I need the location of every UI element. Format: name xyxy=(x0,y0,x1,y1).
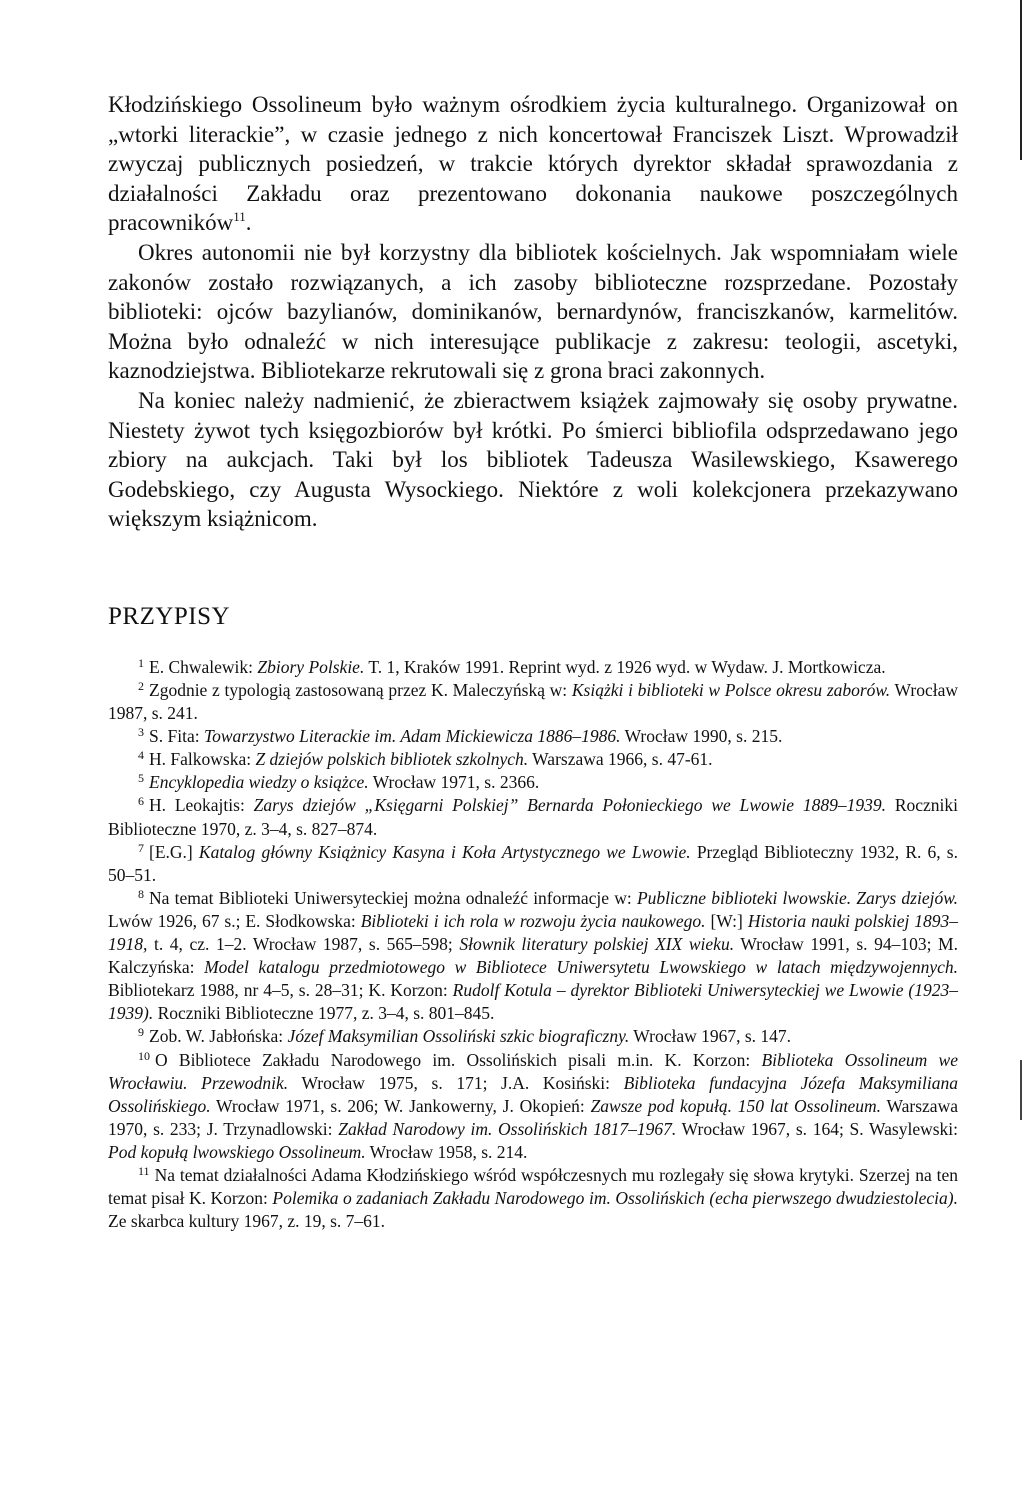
paragraph-3: Na koniec należy nadmienić, że zbieractwem książek zajmowały się osoby prywatne. Niestety żywot tych księgozbiorów był krótki. Po śmierci bibliofila odsprzedawano jego zbiory na aukcjach. Taki był los bibliotek Tadeusza Wasilewskiego, Ksawerego Godebskiego, czy Augusta Wysockiego. Niektóre z woli kolekcjonera przekazywano większym książnicom. xyxy=(108,387,958,532)
footnote-9 xyxy=(108,1025,958,1048)
footnote-title: Pod kopułą lwowskiego Ossolineum. xyxy=(108,1141,366,1162)
footnote-text: Wrocław 1958, s. 214. xyxy=(365,1141,528,1162)
footnote-text: Wrocław 1991, s. 94–103; M. Kalczyńska: xyxy=(108,934,958,978)
footnote-title: Z dziejów polskich bibliotek szkolnych. xyxy=(255,749,529,770)
footnote-title: Historia nauki polskiej 1893–1918, xyxy=(108,910,959,955)
footnote-text: Wrocław 1971, s. 206; W. Jankowerny, J. Okopień: xyxy=(210,1095,591,1116)
footnote-title: Biblioteki i ich rola w rozwoju życia naukowego. xyxy=(360,910,706,931)
footnote-text: E. Chwalewik: xyxy=(149,656,258,677)
footnote-8 xyxy=(108,887,958,1026)
footnote-text: t. 4, cz. 1–2. Wrocław 1987, s. 565–598; xyxy=(147,934,460,955)
scan-edge-mark-lower xyxy=(1020,1060,1022,1120)
footnotes-list xyxy=(108,656,958,1233)
section-heading-przypisy: PRZYPISY xyxy=(108,602,231,630)
scan-edge-mark xyxy=(1020,0,1022,160)
footnote-title: Józef Maksymilian Ossoliński szkic biograficzny. xyxy=(287,1026,630,1047)
footnote-title: Zawsze pod kopułą. 150 lat Ossolineum. xyxy=(590,1095,882,1116)
footnote-title: Zakład Narodowy im. Ossolińskich 1817–1967. xyxy=(338,1118,677,1139)
footnote-3 xyxy=(108,725,958,748)
footnote-title: Towarzystwo Literackie im. Adam Mickiewicza 1886–1986. xyxy=(203,726,621,747)
footnote-2 xyxy=(108,679,958,725)
footnote-text: Przegląd Biblioteczny 1932, R. 6, s. 50–51. xyxy=(108,841,958,885)
footnote-title: Publiczne biblioteki lwowskie. Zarys dziejów. xyxy=(636,887,958,908)
footnote-text: Roczniki Biblioteczne 1970, z. 3–4, s. 827–874. xyxy=(108,795,959,839)
footnote-text: Warszawa 1966, s. 47-61. xyxy=(528,749,713,770)
footnote-number: 11 xyxy=(138,1163,150,1178)
footnote-text: O Bibliotece Zakładu Narodowego im. Ossolińskich pisali m.in. K. Korzon: xyxy=(155,1049,762,1070)
footnote-number: 7 xyxy=(138,840,144,855)
footnote-title: Biblioteka fundacyjna Józefa Maksymiliana Ossolińskiego. xyxy=(108,1072,958,1116)
paragraph-1 xyxy=(108,90,958,238)
footnote-text: Roczniki Biblioteczne 1977, z. 3–4, s. 801–845. xyxy=(153,1003,495,1024)
footnote-number: 10 xyxy=(138,1048,150,1063)
footnote-text: T. 1, Kraków 1991. Reprint wyd. z 1926 wyd. w Wydaw. J. Mortkowicza. xyxy=(364,656,886,677)
footnote-text: Wrocław 1967, s. 164; S. Wasylewski: xyxy=(676,1118,959,1139)
footnote-4 xyxy=(108,748,958,771)
footnote-number: 1 xyxy=(138,655,144,670)
footnote-title: Encyklopedia wiedzy o książce. xyxy=(149,772,369,793)
main-text xyxy=(108,90,958,534)
footnote-title: Model katalogu przedmiotowego w Bibliotece Uniwersytetu Lwowskiego w latach międzywojennych. xyxy=(204,957,958,978)
footnote-5 xyxy=(108,771,958,794)
footnote-title: Katalog główny Książnicy Kasyna i Koła Artystycznego we Lwowie. xyxy=(198,841,691,862)
footnote-title: Rudolf Kotula – dyrektor Biblioteki Uniwersyteckiej we Lwowie (1923–1939). xyxy=(108,980,959,1024)
page-content xyxy=(108,90,958,1233)
footnote-text: Bibliotekarz 1988, nr 4–5, s. 28–31; K. Korzon: xyxy=(108,980,453,1001)
footnote-title: Biblioteka Ossolineum we Wrocławiu. Przewodnik. xyxy=(108,1049,958,1093)
footnote-text: Wrocław 1990, s. 215. xyxy=(620,726,783,747)
footnote-6 xyxy=(108,794,958,840)
footnote-text: Ze skarbca kultury 1967, z. 19, s. 7–61. xyxy=(108,1211,386,1232)
footnote-number: 8 xyxy=(138,886,144,901)
footnote-text: [W:] xyxy=(705,910,748,931)
footnote-text: Zgodnie z typologią zastosowaną przez K. Maleczyńską w: xyxy=(149,680,572,700)
footnote-text: Na temat Biblioteki Uniwersyteckiej można odnaleźć informacje w: xyxy=(149,887,637,908)
footnote-text: Warszawa 1970, s. 233; J. Trzynadlowski: xyxy=(108,1095,958,1139)
footnote-10 xyxy=(108,1049,958,1164)
footnote-title: Książki i biblioteki w Polsce okresu zaborów. xyxy=(571,680,891,700)
footnote-number: 9 xyxy=(138,1025,144,1040)
footnote-text: Wrocław 1967, s. 147. xyxy=(629,1026,792,1047)
footnote-title: Zbiory Polskie. xyxy=(257,656,365,677)
footnote-1 xyxy=(108,656,958,679)
footnote-11 xyxy=(108,1164,958,1233)
footnote-text: Na temat działalności Adama Kłodzińskiego wśród współczesnych mu rozlegały się słowa krytyki. Szerzej na ten temat pisał K. Korzon: xyxy=(108,1164,958,1209)
footnote-7 xyxy=(108,841,958,887)
footnote-text: Wrocław 1987, s. 241. xyxy=(108,680,958,724)
footnote-text: Wrocław 1971, s. 2366. xyxy=(368,772,540,793)
footnote-number: 3 xyxy=(138,725,144,740)
footnote-text: Lwów 1926, 67 s.; E. Słodkowska: xyxy=(108,910,361,931)
footnote-number: 6 xyxy=(138,794,144,809)
footnote-text: [E.G.] xyxy=(149,841,199,862)
footnote-text: H. Leokajtis: xyxy=(149,795,254,816)
paragraph-1-end: . xyxy=(245,210,252,236)
footnote-text: Zob. W. Jabłońska: xyxy=(149,1026,288,1047)
footnote-text: Wrocław 1975, s. 171; J.A. Kosiński: xyxy=(288,1072,624,1093)
footnote-text: S. Fita: xyxy=(149,726,204,747)
footnote-title: Zarys dziejów „Księgarni Polskiej” Bernarda Połonieckiego we Lwowie 1889–1939. xyxy=(253,795,886,816)
footnote-ref-11: 11 xyxy=(233,209,246,225)
footnote-number: 4 xyxy=(138,748,144,763)
footnote-text: H. Falkowska: xyxy=(149,749,256,770)
footnote-title: Polemika o zadaniach Zakładu Narodowego im. Ossolińskich (echa pierwszego dwudziestolecia). xyxy=(272,1188,958,1209)
footnote-title: Słownik literatury polskiej XIX wieku. xyxy=(459,934,735,955)
paragraph-1-text: Kłodzińskiego Ossolineum było ważnym ośrodkiem życia kulturalnego. Organizował on „wtorki literackie”, w czasie jednego z nich koncertował Franciszek Liszt. Wprowadził zwyczaj publicznych posiedzeń, w trakcie których dyrektor składał sprawozdania z działalności Zakładu oraz prezentowano dokonania naukowe poszczególnych pracowników xyxy=(108,92,958,236)
paragraph-2: Okres autonomii nie był korzystny dla bibliotek kościelnych. Jak wspomniałam wiele zakonów zostało rozwiązanych, a ich zasoby biblioteczne rozsprzedane. Pozostały biblioteki: ojców bazylianów, dominikanów, bernardynów, franciszkanów, karmelitów. Można było odnaleźć w nich interesujące publikacje z zakresu: teologii, ascetyki, kaznodziejstwa. Bibliotekarze rekrutowali się z grona braci zakonnych. xyxy=(108,239,958,384)
footnote-number: 2 xyxy=(138,679,144,693)
footnote-number: 5 xyxy=(138,771,144,786)
